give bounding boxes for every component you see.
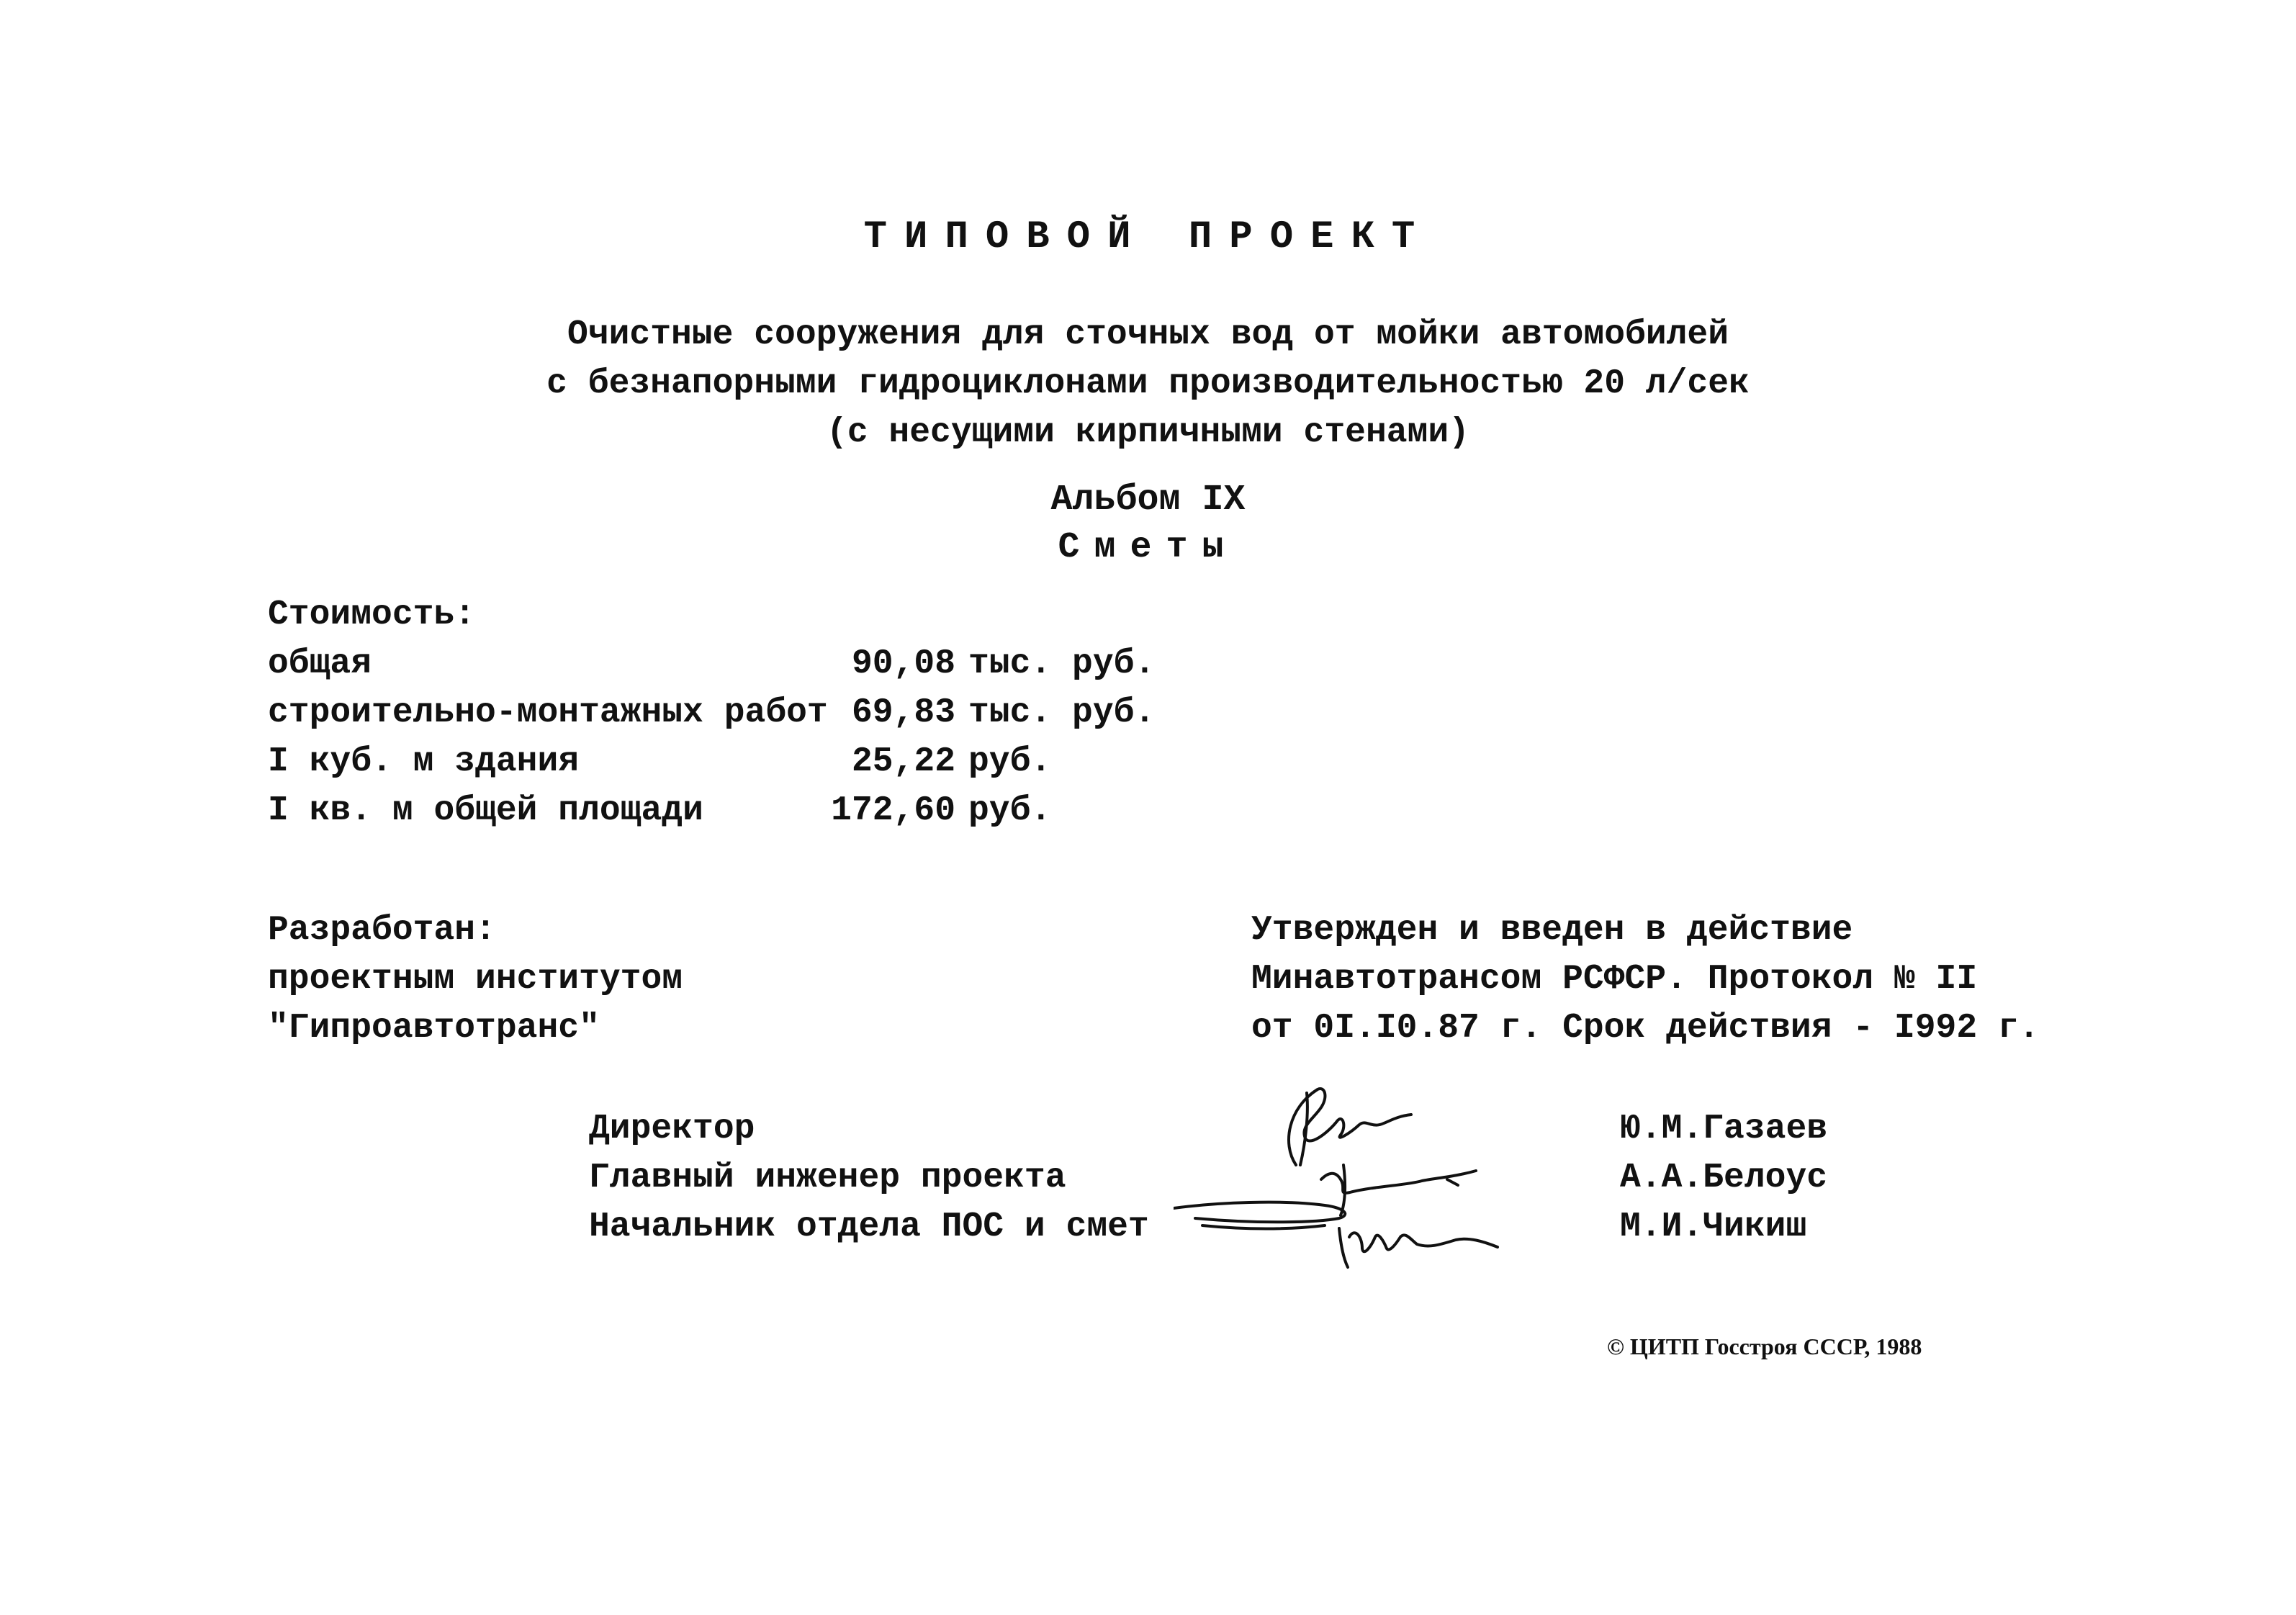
cost-value: 90,08	[851, 644, 955, 683]
signatories-section	[589, 1105, 1885, 1251]
cost-row	[268, 688, 1204, 737]
copyright-notice: © ЦИТП Госстроя СССР, 1988	[1607, 1333, 1922, 1359]
document-title: ТИПОВОЙ ПРОЕКТ	[863, 215, 1433, 259]
approval-line-3: от 0I.I0.87 г. Срок действия - I992 г.	[1251, 1009, 2040, 1048]
signatory-role: Главный инженер проекта	[589, 1159, 1066, 1197]
cost-label: I кв. м общей площади	[268, 791, 703, 830]
developer-institute: "Гипроавтотранс"	[268, 1009, 600, 1048]
approval-line-1: Утвержден и введен в действие	[1251, 911, 1853, 950]
developer-heading: Разработан:	[268, 911, 496, 950]
cost-row	[268, 786, 1204, 835]
album-subtitle: Сметы	[1058, 527, 1238, 568]
approval-section	[1251, 906, 2040, 1053]
cost-value: 69,83	[851, 693, 955, 732]
cost-label: I куб. м здания	[268, 742, 580, 781]
cost-unit: руб.	[968, 791, 1052, 830]
approval-line-2: Минавтотрансом РСФСР. Протокол № II	[1251, 960, 1978, 999]
developer-line-1: проектным институтом	[268, 960, 683, 999]
cost-value: 25,22	[851, 742, 955, 781]
cost-section	[268, 590, 1204, 835]
cost-value: 172,60	[831, 791, 955, 830]
signatory-row	[589, 1105, 1885, 1153]
signatory-name: М.И.Чикиш	[1620, 1207, 1807, 1246]
cost-label: общая	[268, 644, 372, 683]
cost-heading-row	[268, 590, 1204, 639]
project-subtitle-line-2: с безнапорными гидроциклонами производительностью 20 л/сек	[546, 364, 1750, 403]
album-number: Альбом IX	[1050, 480, 1246, 521]
cost-unit: тыс. руб.	[968, 693, 1156, 732]
cost-label: строительно-монтажных работ	[268, 693, 828, 732]
developer-section	[268, 906, 683, 1053]
cost-unit: тыс. руб.	[968, 644, 1156, 683]
signatory-role: Начальник отдела ПОС и смет	[589, 1207, 1149, 1246]
project-subtitle-line-1: Очистные сооружения для сточных вод от мойки автомобилей	[567, 315, 1729, 354]
signatory-name: Ю.М.Газаев	[1620, 1110, 1828, 1148]
cost-unit: руб.	[968, 742, 1052, 781]
cost-row	[268, 639, 1204, 688]
cost-row	[268, 737, 1204, 786]
signatory-row	[589, 1202, 1885, 1251]
project-subtitle-line-3: (с несущими кирпичными стенами)	[827, 413, 1469, 452]
signatory-role: Директор	[589, 1110, 755, 1148]
cost-heading: Стоимость:	[268, 595, 476, 634]
signatory-row	[589, 1153, 1885, 1202]
signatory-name: А.А.Белоус	[1620, 1159, 1828, 1197]
